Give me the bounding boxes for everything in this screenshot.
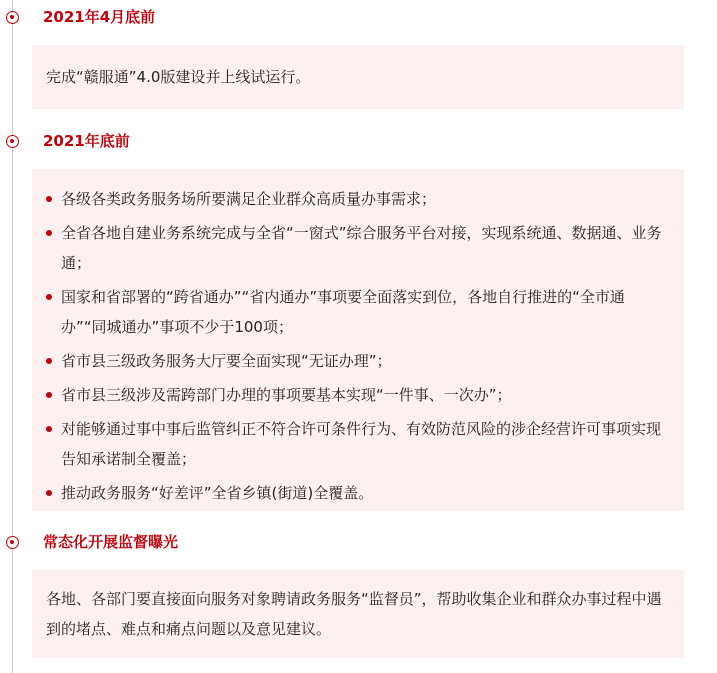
section-box-2021-april [32,45,684,109]
list-item: 省市县三级涉及需跨部门办理的事项要基本实现“一件事、一次办”； [61,380,670,410]
requirements-list [32,184,684,508]
section-heading-2021-end: 2021年底前 [43,132,130,150]
section-paragraph: 各地、各部门要直接面向服务对象聘请政务服务“监督员”，帮助收集企业和群众办事过程中遇到的堵点、难点和痛点问题以及意见建议。 [46,590,662,638]
section-heading-2021-april: 2021年4月底前 [43,8,156,26]
timeline-dot-icon [6,536,19,549]
list-item: 对能够通过事中事后监管纠正不符合许可条件行为、有效防范风险的涉企经营许可事项实现告知承诺制全覆盖； [61,414,670,474]
list-item: 省市县三级政务服务大厅要全面实现“无证办理”； [61,346,670,376]
section-paragraph: 完成“赣服通”4.0版建设并上线试运行。 [46,68,311,86]
timeline-line [12,0,13,673]
section-box-supervision [32,570,684,658]
list-item: 国家和省部署的“跨省通办”“省内通办”事项要全面落实到位，各地自行推进的“全市通办”“同城通办”事项不少于100项； [61,282,670,342]
list-item: 全省各地自建业务系统完成与全省“一窗式”综合服务平台对接，实现系统通、数据通、业务通； [61,218,670,278]
list-item: 推动政务服务“好差评”全省乡镇(街道)全覆盖。 [61,478,670,508]
timeline-dot-icon [6,11,19,24]
timeline-dot-icon [6,135,19,148]
section-heading-supervision: 常态化开展监督曝光 [43,533,179,551]
list-item: 各级各类政务服务场所要满足企业群众高质量办事需求； [61,184,670,214]
section-box-2021-end [32,169,684,511]
